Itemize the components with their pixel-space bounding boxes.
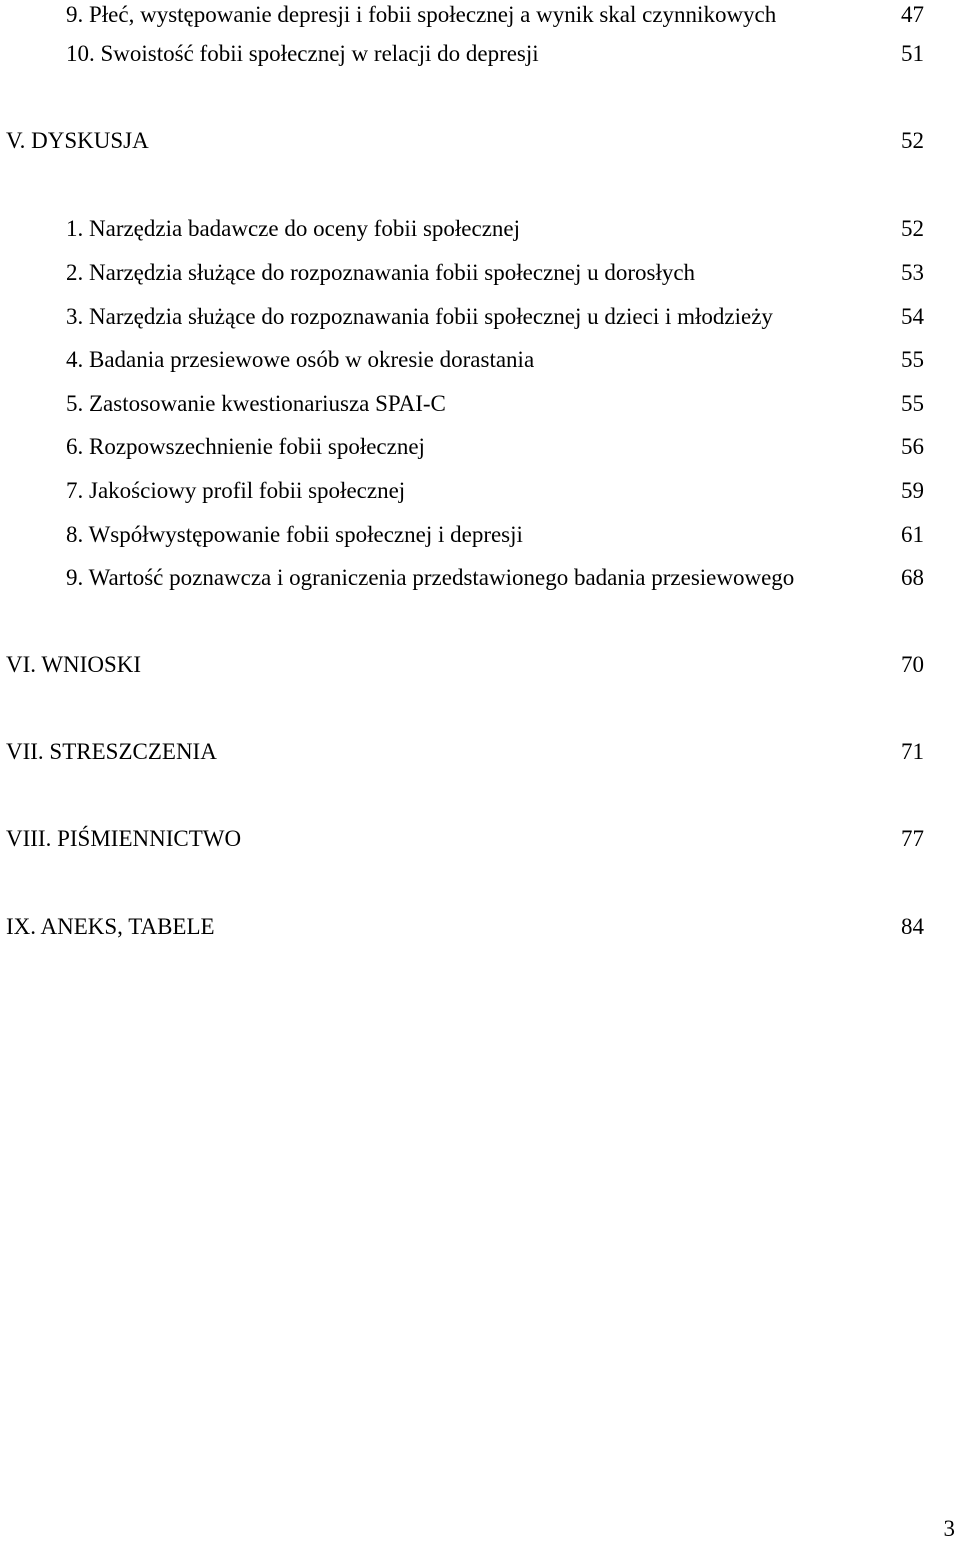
toc-entry-page: 68 [901,565,924,590]
toc-entry [0,258,960,288]
toc-entry-title: 3. Narzędzia służące do rozpoznawania fobii społecznej u dzieci i młodzieży [66,304,773,329]
toc-entry-title: 5. Zastosowanie kwestionariusza SPAI-C [66,391,446,416]
toc-entry-title: 9. Płeć, występowanie depresji i fobii społecznej a wynik skal czynnikowych [66,2,777,27]
toc-entry-page: 55 [901,391,924,416]
toc-entry [0,520,960,550]
toc-entry-title: 4. Badania przesiewowe osób w okresie dorastania [66,347,535,372]
toc-section-title: IX. ANEKS, TABELE [6,914,215,939]
toc-entry-page: 52 [901,216,924,241]
toc-entry-title: 1. Narzędzia badawcze do oceny fobii społecznej [66,216,521,241]
toc-entry [0,432,960,462]
toc-entry-page: 51 [901,41,924,66]
toc-entry-title: 2. Narzędzia służące do rozpoznawania fobii społecznej u dorosłych [66,260,696,285]
toc-entry [0,214,960,244]
toc-section-page: 84 [901,914,924,939]
toc-section [0,650,960,680]
toc-entry [0,345,960,375]
toc-section-title: VIII. PIŚMIENNICTWO [6,826,242,851]
toc-section [0,737,960,767]
toc-section-page: 71 [901,739,924,764]
page-number: 3 [943,1516,955,1541]
toc-entry [0,389,960,419]
toc-section-page: 70 [901,652,924,677]
toc-entry [0,0,960,30]
toc-entry-page: 55 [901,347,924,372]
toc-entry-title: 10. Swoistość fobii społecznej w relacji do depresji [66,41,539,66]
toc-entry-title: 7. Jakościowy profil fobii społecznej [66,478,406,503]
toc-entry-page: 61 [901,522,924,547]
toc-entry-page: 54 [901,304,924,329]
toc-section [0,912,960,942]
toc-entry-page: 47 [901,2,924,27]
toc-section [0,126,960,156]
toc-section [0,824,960,854]
toc-entry-title: 9. Wartość poznawcza i ograniczenia przedstawionego badania przesiewowego [66,565,795,590]
toc-entry-title: 6. Rozpowszechnienie fobii społecznej [66,434,425,459]
toc-entry [0,476,960,506]
toc-section-title: VII. STRESZCZENIA [6,739,217,764]
toc-entry-title: 8. Współwystępowanie fobii społecznej i depresji [66,522,523,547]
toc-entry-page: 53 [901,260,924,285]
toc-entry [0,563,960,593]
toc-entry [0,39,960,69]
toc-section-page: 52 [901,128,924,153]
toc-section-title: VI. WNIOSKI [6,652,142,677]
toc-entry [0,302,960,332]
toc-section-title: V. DYSKUSJA [6,128,149,153]
toc-entry-page: 59 [901,478,924,503]
toc-section-page: 77 [901,826,924,851]
toc-entry-page: 56 [901,434,924,459]
